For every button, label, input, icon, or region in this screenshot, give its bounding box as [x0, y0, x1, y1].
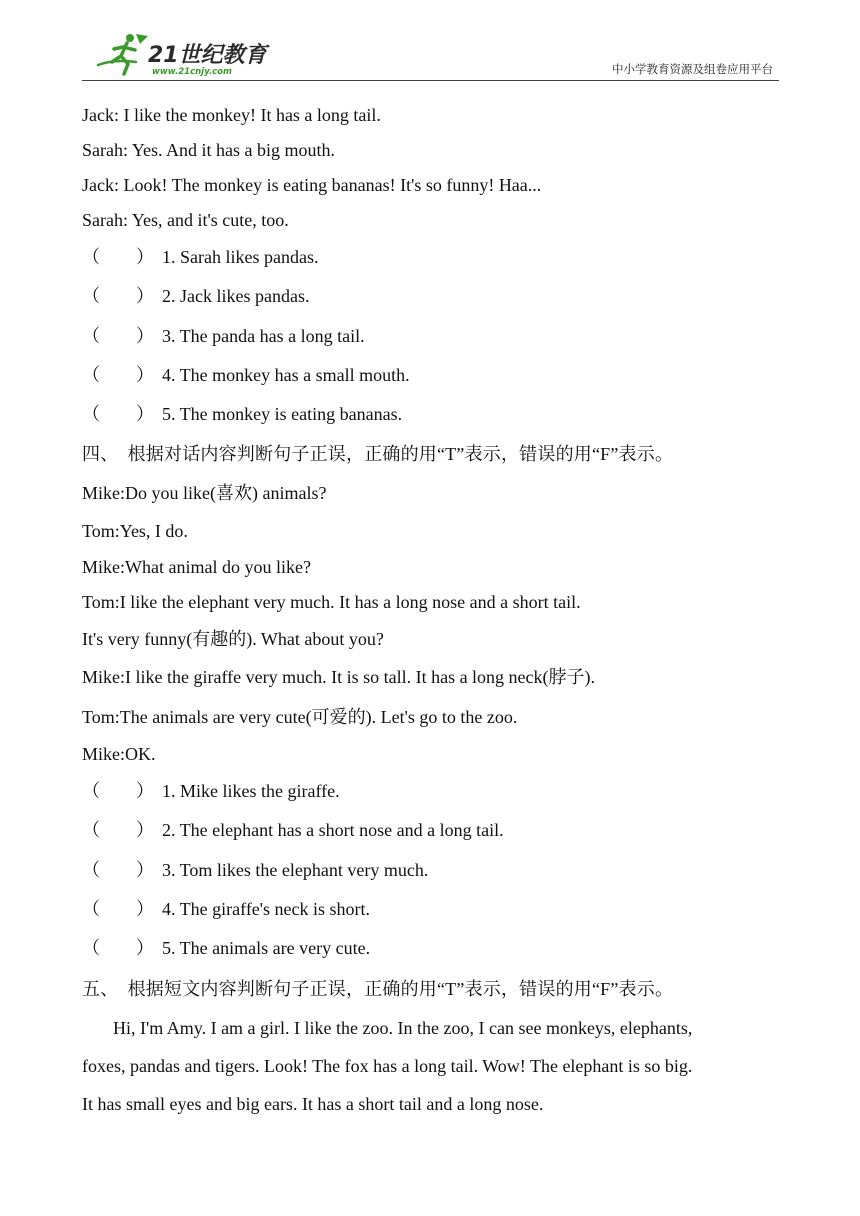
- answer-blank[interactable]: （ ）: [82, 859, 154, 880]
- question-item: [82, 772, 782, 811]
- question-item: [82, 277, 782, 316]
- question-text: 2. Jack likes pandas.: [162, 286, 310, 307]
- question-text: 5. The animals are very cute.: [162, 938, 371, 959]
- answer-blank[interactable]: （ ）: [82, 781, 154, 802]
- question-item: [82, 929, 782, 968]
- dialogue-line: Sarah: Yes. And it has a big mouth.: [82, 140, 336, 160]
- dialogue-line: Tom:Yes, I do.: [82, 521, 188, 542]
- section3-questions: [82, 238, 782, 434]
- running-figure-icon: [98, 34, 148, 74]
- question-text: 4. The giraffe's neck is short.: [162, 898, 371, 919]
- question-text: 5. The monkey is eating bananas.: [162, 404, 403, 425]
- answer-blank[interactable]: （ ）: [82, 247, 154, 267]
- passage-line: foxes, pandas and tigers. Look! The fox has a long tail. Wow! The elephant is so big.: [82, 1055, 693, 1076]
- logo-url: www.21cnjy.com: [152, 67, 232, 76]
- dialogue-line: Mike:What animal do you like?: [82, 557, 311, 578]
- section5-passage: [82, 1009, 782, 1123]
- question-item: [82, 395, 782, 434]
- question-text: 2. The elephant has a short nose and a long tail.: [162, 820, 504, 841]
- section5-heading: 五、 根据短文内容判断句子正误，正确的用“T”表示，错误的用“F”表示。: [82, 978, 674, 999]
- question-item: [82, 851, 782, 890]
- dialogue-line: Jack: Look! The monkey is eating bananas! It's so funny! Haa...: [82, 175, 542, 195]
- answer-blank[interactable]: （ ）: [82, 938, 154, 959]
- question-item: [82, 890, 782, 929]
- dialogue-line: Tom:I like the elephant very much. It has a long nose and a short tail.: [82, 592, 581, 613]
- dialogue-line: Mike:Do you like(喜欢) animals?: [82, 483, 327, 504]
- dialogue-line: Mike:I like the giraffe very much. It is so tall. It has a long neck(脖子).: [82, 667, 596, 688]
- document-body: [82, 98, 782, 1123]
- answer-blank[interactable]: （ ）: [82, 286, 154, 307]
- question-text: 4. The monkey has a small mouth.: [162, 364, 410, 385]
- question-text: 1. Mike likes the giraffe.: [162, 781, 340, 802]
- question-item: [82, 238, 782, 277]
- question-text: 3. Tom likes the elephant very much.: [162, 859, 429, 880]
- logo: [90, 32, 270, 76]
- dialogue-line: Tom:The animals are very cute(可爱的). Let's go to the zoo.: [82, 706, 518, 727]
- page-header: [82, 30, 779, 81]
- section4-dialogue: [82, 474, 782, 772]
- question-item: [82, 811, 782, 850]
- passage-line: [82, 1009, 782, 1047]
- answer-blank[interactable]: （ ）: [82, 404, 154, 425]
- question-text: 1. Sarah likes pandas.: [162, 247, 319, 267]
- logo-text: 21世纪教育: [148, 43, 267, 68]
- question-text: 3. The panda has a long tail.: [162, 325, 365, 346]
- dialogue-line: Mike:OK.: [82, 744, 156, 765]
- question-item: [82, 317, 782, 356]
- section4-questions: [82, 772, 782, 968]
- passage-text: Hi, I'm Amy. I am a girl. I like the zoo. In the zoo, I can see monkeys, elephants,: [113, 1017, 693, 1038]
- answer-blank[interactable]: （ ）: [82, 364, 154, 385]
- dialogue-line: It's very funny(有趣的). What about you?: [82, 629, 384, 650]
- answer-blank[interactable]: （ ）: [82, 898, 154, 919]
- answer-blank[interactable]: （ ）: [82, 325, 154, 346]
- passage-line: It has small eyes and big ears. It has a short tail and a long nose.: [82, 1093, 544, 1114]
- header-platform-text: 中小学教育资源及组卷应用平台: [612, 62, 773, 76]
- dialogue-line: Sarah: Yes, and it's cute, too.: [82, 210, 289, 230]
- dialogue-line: Jack: I like the monkey! It has a long tail.: [82, 105, 381, 125]
- question-item: [82, 356, 782, 395]
- section3-dialogue: [82, 98, 782, 238]
- section4-heading: 四、 根据对话内容判断句子正误，正确的用“T”表示，错误的用“F”表示。: [82, 444, 674, 465]
- answer-blank[interactable]: （ ）: [82, 820, 154, 841]
